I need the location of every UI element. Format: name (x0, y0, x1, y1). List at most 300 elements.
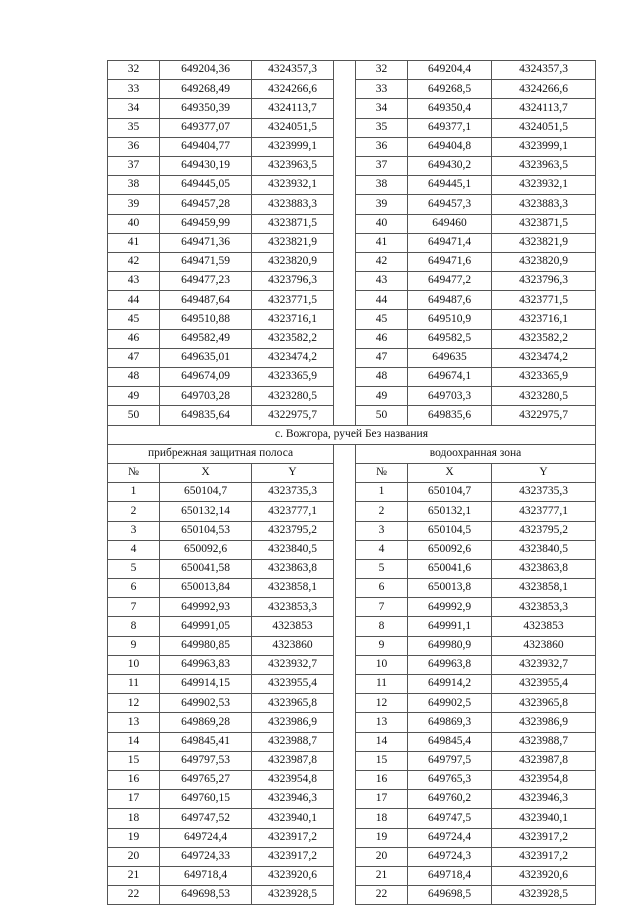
right-point-number: 50 (356, 406, 408, 425)
right-coord-y: 4323986,9 (492, 713, 596, 732)
column-gap (334, 886, 356, 905)
column-gap (334, 675, 356, 694)
right-point-number: 1 (356, 483, 408, 502)
left-coord-x: 649487,64 (160, 291, 252, 310)
left-point-number: 20 (108, 847, 160, 866)
right-point-number: 45 (356, 310, 408, 329)
right-coord-y: 4324051,5 (492, 118, 596, 137)
right-coord-x: 649445,1 (408, 176, 492, 195)
right-coord-x: 649477,2 (408, 272, 492, 291)
right-col-header-x: X (408, 463, 492, 482)
section-header (108, 425, 596, 483)
right-coord-y: 4323999,1 (492, 137, 596, 156)
left-coord-x: 649430,19 (160, 156, 252, 175)
right-point-number: 5 (356, 559, 408, 578)
column-gap (334, 252, 356, 271)
right-coord-y: 4323716,1 (492, 310, 596, 329)
right-coord-y: 4323954,8 (492, 770, 596, 789)
table-row (108, 540, 596, 559)
column-gap (334, 156, 356, 175)
right-coord-x: 649914,2 (408, 675, 492, 694)
left-col-header-x: X (160, 463, 252, 482)
right-coord-x: 649902,5 (408, 694, 492, 713)
left-coord-y: 4324051,5 (252, 118, 334, 137)
right-coord-y: 4323840,5 (492, 540, 596, 559)
left-coord-x: 649724,33 (160, 847, 252, 866)
table-row (108, 675, 596, 694)
right-point-number: 22 (356, 886, 408, 905)
left-coord-y: 4323858,1 (252, 579, 334, 598)
column-gap (334, 329, 356, 348)
left-coord-y: 4323853,3 (252, 598, 334, 617)
left-point-number: 34 (108, 99, 160, 118)
left-subtitle: прибрежная защитная полоса (108, 444, 334, 463)
right-point-number: 38 (356, 176, 408, 195)
right-point-number: 19 (356, 828, 408, 847)
right-point-number: 49 (356, 387, 408, 406)
right-point-number: 2 (356, 502, 408, 521)
left-point-number: 47 (108, 348, 160, 367)
left-point-number: 41 (108, 233, 160, 252)
right-point-number: 14 (356, 732, 408, 751)
table-row (108, 137, 596, 156)
table-row (108, 694, 596, 713)
left-coord-y: 4323860 (252, 636, 334, 655)
table-row (108, 732, 596, 751)
column-gap (334, 176, 356, 195)
right-coord-x: 650104,5 (408, 521, 492, 540)
left-point-number: 48 (108, 368, 160, 387)
coordinates-table (107, 60, 596, 905)
left-coord-y: 4323986,9 (252, 713, 334, 732)
left-point-number: 13 (108, 713, 160, 732)
column-gap (334, 118, 356, 137)
table-row (108, 329, 596, 348)
left-point-number: 39 (108, 195, 160, 214)
left-coord-y: 4323963,5 (252, 156, 334, 175)
left-coord-x: 649835,64 (160, 406, 252, 425)
left-point-number: 16 (108, 770, 160, 789)
left-coord-y: 4323917,2 (252, 847, 334, 866)
left-coord-x: 649724,4 (160, 828, 252, 847)
column-gap (334, 617, 356, 636)
column-gap (334, 502, 356, 521)
right-point-number: 44 (356, 291, 408, 310)
right-coord-y: 4323863,8 (492, 559, 596, 578)
left-coord-y: 4324113,7 (252, 99, 334, 118)
column-gap (334, 636, 356, 655)
column-gap (334, 751, 356, 770)
column-gap (334, 809, 356, 828)
right-coord-y: 4322975,7 (492, 406, 596, 425)
right-point-number: 12 (356, 694, 408, 713)
left-coord-x: 649582,49 (160, 329, 252, 348)
left-coord-y: 4323965,8 (252, 694, 334, 713)
left-coord-y: 4323771,5 (252, 291, 334, 310)
right-point-number: 21 (356, 866, 408, 885)
left-point-number: 35 (108, 118, 160, 137)
left-coord-y: 4323954,8 (252, 770, 334, 789)
left-coord-x: 649980,85 (160, 636, 252, 655)
left-point-number: 8 (108, 617, 160, 636)
column-gap (334, 233, 356, 252)
left-coord-y: 4323987,8 (252, 751, 334, 770)
left-coord-x: 649457,28 (160, 195, 252, 214)
column-gap (334, 137, 356, 156)
left-coord-x: 649204,36 (160, 61, 252, 80)
left-coord-y: 4324266,6 (252, 80, 334, 99)
right-coord-y: 4323365,9 (492, 368, 596, 387)
table-row (108, 483, 596, 502)
left-point-number: 49 (108, 387, 160, 406)
right-point-number: 41 (356, 233, 408, 252)
right-coord-x: 649377,1 (408, 118, 492, 137)
left-coord-y: 4322975,7 (252, 406, 334, 425)
left-point-number: 12 (108, 694, 160, 713)
left-point-number: 17 (108, 790, 160, 809)
column-gap (334, 598, 356, 617)
table-row (108, 713, 596, 732)
left-point-number: 5 (108, 559, 160, 578)
right-coord-x: 649635 (408, 348, 492, 367)
right-coord-y: 4323771,5 (492, 291, 596, 310)
right-subtitle: водоохранная зона (356, 444, 596, 463)
left-coord-x: 650092,6 (160, 540, 252, 559)
left-coord-x: 649902,53 (160, 694, 252, 713)
column-gap (334, 406, 356, 425)
left-coord-x: 649268,49 (160, 80, 252, 99)
left-coord-x: 649703,28 (160, 387, 252, 406)
right-coord-y: 4323928,5 (492, 886, 596, 905)
left-point-number: 50 (108, 406, 160, 425)
column-gap (334, 828, 356, 847)
left-coord-x: 649845,41 (160, 732, 252, 751)
right-coord-y: 4323735,3 (492, 483, 596, 502)
right-coord-y: 4323920,6 (492, 866, 596, 885)
right-coord-y: 4323917,2 (492, 847, 596, 866)
right-coord-y: 4323795,2 (492, 521, 596, 540)
table-row (108, 636, 596, 655)
right-coord-x: 649991,1 (408, 617, 492, 636)
right-coord-y: 4323853,3 (492, 598, 596, 617)
left-coord-y: 4323777,1 (252, 502, 334, 521)
right-coord-x: 649471,6 (408, 252, 492, 271)
left-point-number: 14 (108, 732, 160, 751)
right-point-number: 35 (356, 118, 408, 137)
column-gap (334, 770, 356, 789)
column-gap (334, 291, 356, 310)
left-point-number: 21 (108, 866, 160, 885)
right-point-number: 10 (356, 655, 408, 674)
table-row (108, 118, 596, 137)
right-point-number: 18 (356, 809, 408, 828)
column-gap (334, 521, 356, 540)
right-point-number: 46 (356, 329, 408, 348)
left-point-number: 43 (108, 272, 160, 291)
right-coord-y: 4323965,8 (492, 694, 596, 713)
column-gap (334, 310, 356, 329)
left-coord-x: 649718,4 (160, 866, 252, 885)
right-point-number: 33 (356, 80, 408, 99)
column-gap (334, 80, 356, 99)
column-gap (334, 444, 356, 463)
left-coord-y: 4323582,2 (252, 329, 334, 348)
column-gap (334, 866, 356, 885)
column-gap (334, 790, 356, 809)
right-coord-x: 650132,1 (408, 502, 492, 521)
left-point-number: 7 (108, 598, 160, 617)
table-row (108, 886, 596, 905)
left-point-number: 37 (108, 156, 160, 175)
right-coord-x: 650013,8 (408, 579, 492, 598)
table-row (108, 866, 596, 885)
left-coord-x: 649992,93 (160, 598, 252, 617)
right-point-number: 36 (356, 137, 408, 156)
table-row (108, 809, 596, 828)
left-coord-x: 649747,52 (160, 809, 252, 828)
right-coord-x: 650104,7 (408, 483, 492, 502)
left-point-number: 10 (108, 655, 160, 674)
left-coord-y: 4324357,3 (252, 61, 334, 80)
left-point-number: 36 (108, 137, 160, 156)
right-point-number: 13 (356, 713, 408, 732)
table-row (108, 310, 596, 329)
right-point-number: 16 (356, 770, 408, 789)
table-row (108, 156, 596, 175)
left-coord-y: 4323928,5 (252, 886, 334, 905)
right-coord-y: 4323955,4 (492, 675, 596, 694)
right-point-number: 3 (356, 521, 408, 540)
left-coord-y: 4323920,6 (252, 866, 334, 885)
left-point-number: 2 (108, 502, 160, 521)
right-coord-x: 649510,9 (408, 310, 492, 329)
right-point-number: 20 (356, 847, 408, 866)
table-row (108, 61, 596, 80)
right-coord-x: 649724,3 (408, 847, 492, 866)
right-coord-y: 4323796,3 (492, 272, 596, 291)
left-coord-x: 650104,7 (160, 483, 252, 502)
left-coord-x: 649991,05 (160, 617, 252, 636)
left-coord-x: 650104,53 (160, 521, 252, 540)
column-gap (334, 713, 356, 732)
right-coord-x: 649747,5 (408, 809, 492, 828)
right-coord-y: 4323946,3 (492, 790, 596, 809)
column-gap (334, 272, 356, 291)
table-row (108, 176, 596, 195)
right-col-header-y: Y (492, 463, 596, 482)
table-row (108, 233, 596, 252)
table-row (108, 502, 596, 521)
right-coord-x: 649582,5 (408, 329, 492, 348)
top-section-rows (108, 61, 596, 426)
left-coord-x: 649674,09 (160, 368, 252, 387)
column-gap (334, 387, 356, 406)
left-coord-x: 649471,36 (160, 233, 252, 252)
table-row (108, 252, 596, 271)
right-coord-y: 4323860 (492, 636, 596, 655)
left-coord-y: 4323795,2 (252, 521, 334, 540)
left-coord-y: 4323735,3 (252, 483, 334, 502)
left-coord-y: 4323932,7 (252, 655, 334, 674)
column-gap (334, 732, 356, 751)
right-point-number: 34 (356, 99, 408, 118)
right-point-number: 9 (356, 636, 408, 655)
right-point-number: 43 (356, 272, 408, 291)
right-point-number: 6 (356, 579, 408, 598)
right-coord-y: 4323582,2 (492, 329, 596, 348)
left-coord-y: 4323280,5 (252, 387, 334, 406)
right-coord-x: 649869,3 (408, 713, 492, 732)
right-coord-x: 649404,8 (408, 137, 492, 156)
left-coord-y: 4323917,2 (252, 828, 334, 847)
right-coord-x: 649980,9 (408, 636, 492, 655)
table-row (108, 214, 596, 233)
right-coord-x: 650041,6 (408, 559, 492, 578)
left-coord-x: 649698,53 (160, 886, 252, 905)
column-gap (334, 559, 356, 578)
right-coord-x: 649718,4 (408, 866, 492, 885)
left-coord-x: 649445,05 (160, 176, 252, 195)
right-point-number: 11 (356, 675, 408, 694)
left-coord-x: 649350,39 (160, 99, 252, 118)
right-point-number: 7 (356, 598, 408, 617)
right-coord-x: 649698,5 (408, 886, 492, 905)
right-coord-y: 4324357,3 (492, 61, 596, 80)
left-coord-x: 649404,77 (160, 137, 252, 156)
left-coord-x: 649477,23 (160, 272, 252, 291)
column-gap (334, 195, 356, 214)
left-point-number: 40 (108, 214, 160, 233)
right-coord-x: 649703,3 (408, 387, 492, 406)
column-gap (334, 463, 356, 482)
section-title: с. Вожгора, ручей Без названия (108, 425, 596, 444)
left-coord-x: 650132,14 (160, 502, 252, 521)
column-gap (334, 579, 356, 598)
right-coord-y: 4323853 (492, 617, 596, 636)
column-gap (334, 847, 356, 866)
left-coord-y: 4323988,7 (252, 732, 334, 751)
left-coord-x: 650013,84 (160, 579, 252, 598)
right-point-number: 39 (356, 195, 408, 214)
left-coord-x: 650041,58 (160, 559, 252, 578)
left-point-number: 33 (108, 80, 160, 99)
column-gap (334, 540, 356, 559)
left-point-number: 22 (108, 886, 160, 905)
table-row (108, 770, 596, 789)
right-coord-y: 4323963,5 (492, 156, 596, 175)
table-row (108, 368, 596, 387)
right-coord-y: 4323940,1 (492, 809, 596, 828)
right-point-number: 17 (356, 790, 408, 809)
table-row (108, 521, 596, 540)
left-coord-x: 649963,83 (160, 655, 252, 674)
right-point-number: 32 (356, 61, 408, 80)
table-row (108, 751, 596, 770)
column-gap (334, 61, 356, 80)
right-point-number: 15 (356, 751, 408, 770)
left-coord-y: 4323999,1 (252, 137, 334, 156)
left-point-number: 4 (108, 540, 160, 559)
right-point-number: 42 (356, 252, 408, 271)
column-gap (334, 655, 356, 674)
left-coord-y: 4323474,2 (252, 348, 334, 367)
left-coord-x: 649459,99 (160, 214, 252, 233)
left-coord-x: 649765,27 (160, 770, 252, 789)
table-row (108, 828, 596, 847)
left-point-number: 9 (108, 636, 160, 655)
table-row (108, 655, 596, 674)
left-coord-y: 4323940,1 (252, 809, 334, 828)
table-row (108, 272, 596, 291)
left-coord-x: 649869,28 (160, 713, 252, 732)
right-coord-y: 4323917,2 (492, 828, 596, 847)
right-coord-x: 649835,6 (408, 406, 492, 425)
right-coord-y: 4323280,5 (492, 387, 596, 406)
right-coord-x: 649963,8 (408, 655, 492, 674)
left-point-number: 42 (108, 252, 160, 271)
bottom-section-rows (108, 483, 596, 905)
right-coord-y: 4324113,7 (492, 99, 596, 118)
right-coord-x: 649845,4 (408, 732, 492, 751)
table-row (108, 790, 596, 809)
left-point-number: 15 (108, 751, 160, 770)
left-point-number: 6 (108, 579, 160, 598)
table-row (108, 598, 596, 617)
column-gap (334, 483, 356, 502)
right-point-number: 47 (356, 348, 408, 367)
table-row (108, 195, 596, 214)
right-coord-x: 649350,4 (408, 99, 492, 118)
left-point-number: 46 (108, 329, 160, 348)
table-row (108, 348, 596, 367)
left-coord-y: 4323821,9 (252, 233, 334, 252)
table-row (108, 617, 596, 636)
right-coord-x: 649457,3 (408, 195, 492, 214)
left-point-number: 45 (108, 310, 160, 329)
table-row (108, 579, 596, 598)
table-row (108, 406, 596, 425)
right-coord-x: 649765,3 (408, 770, 492, 789)
table-row (108, 847, 596, 866)
left-coord-x: 649635,01 (160, 348, 252, 367)
right-col-header-number: № (356, 463, 408, 482)
left-coord-x: 649797,53 (160, 751, 252, 770)
column-gap (334, 99, 356, 118)
left-coord-y: 4323932,1 (252, 176, 334, 195)
left-coord-x: 649914,15 (160, 675, 252, 694)
left-point-number: 18 (108, 809, 160, 828)
table-row (108, 80, 596, 99)
right-coord-y: 4323871,5 (492, 214, 596, 233)
right-point-number: 40 (356, 214, 408, 233)
left-col-header-y: Y (252, 463, 334, 482)
right-coord-x: 650092,6 (408, 540, 492, 559)
left-col-header-number: № (108, 463, 160, 482)
left-point-number: 38 (108, 176, 160, 195)
left-coord-y: 4323946,3 (252, 790, 334, 809)
right-coord-x: 649724,4 (408, 828, 492, 847)
left-coord-y: 4323840,5 (252, 540, 334, 559)
left-point-number: 19 (108, 828, 160, 847)
left-coord-y: 4323365,9 (252, 368, 334, 387)
right-coord-y: 4323988,7 (492, 732, 596, 751)
left-coord-y: 4323955,4 (252, 675, 334, 694)
right-coord-x: 649471,4 (408, 233, 492, 252)
right-point-number: 48 (356, 368, 408, 387)
right-point-number: 8 (356, 617, 408, 636)
right-coord-y: 4323858,1 (492, 579, 596, 598)
left-coord-y: 4323796,3 (252, 272, 334, 291)
